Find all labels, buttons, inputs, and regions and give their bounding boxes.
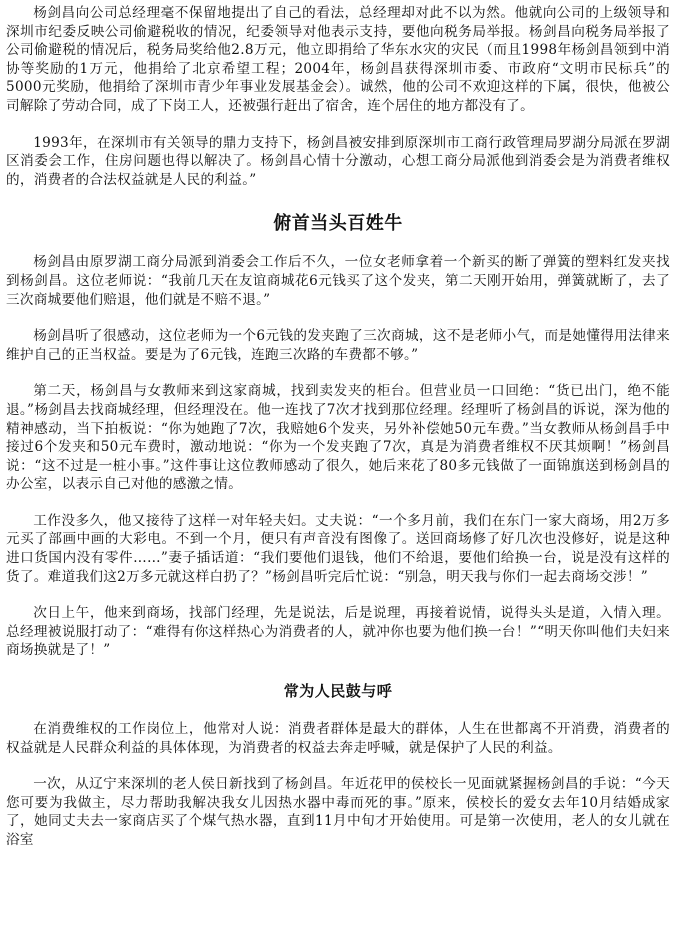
paragraph-gap — [6, 757, 670, 775]
section2-paragraph-1: 在消费维权的工作岗位上，他常对人说：消费者群体是最大的群体，人生在世都离不开消费，消费者的权益就是人民群众利益的具体体现，为消费者的权益去奔走呼喊，就是保护了人民的利益。 — [6, 721, 670, 756]
section2-paragraph-2: 一次，从辽宁来深圳的老人侯日新找到了杨剑昌。年近花甲的侯校长一见面就紧握杨剑昌的手说：“今天您可要为我做主，尽力帮助我解决我女儿因热水器中毒而死的事。”原来，侯校长的爱女去年10月结婚成家了，她同丈夫去一家商店买了个煤气热水器，直到11月中旬才开始使用。可是第一次使用，老人的女儿就在浴室 — [6, 776, 670, 848]
intro-paragraph-2: 1993年，在深圳市有关领导的鼎力支持下，杨剑昌被安排到原深圳市工商行政管理局罗湖分局派在罗湖区消委会工作，住房问题也得以解决了。杨剑昌心情十分激动，心想工商分局派他到消委会是为消费者维权的，消费者的合法权益就是人民的利益。” — [6, 134, 670, 188]
paragraph-gap — [6, 364, 670, 382]
section1-paragraph-4: 工作没多久，他又接待了这样一对年轻夫妇。丈夫说：“一个多月前，我们在东门一家大商场，用2万多元买了部画中画的大彩电。不到一个月，便只有声音没有图像了。送回商场修了好几次也没修好，说是这种进口货国内没有零件……”妻子插话道：“我们要他们退钱，他们不给退，要他们给换一台，说是没有这样的货了。难道我们这2万多元就这样白扔了？”杨剑昌听完后忙说：“别急，明天我与你们一起去商场交涉！” — [6, 512, 670, 585]
section1-paragraph-3: 第二天，杨剑昌与女教师来到这家商城，找到卖发夹的柜台。但营业员一口回绝：“货已出门，绝不能退。”杨剑昌去找商城经理，但经理没在。他一连找了7次才找到那位经理。经理听了杨剑昌的诉说，深为他的精神感动，当下拍板说：“你为她跑了7次，我赔她6个发夹，另外补偿她50元车费。”当女教师从杨剑昌手中接过6个发夹和50元车费时，激动地说：“你为一个发夹跑了7次，真是为消费者维权不厌其烦啊！”杨剑昌说：“这不过是一桩小事。”这件事让这位教师感动了很久，她后来花了80多元钱做了一面锦旗送到杨剑昌的办公室，以表示自己对他的感激之情。 — [6, 383, 670, 493]
section1-paragraph-5: 次日上午，他来到商场，找部门经理，先是说法，后是说理，再接着说情，说得头头是道，入情入理。总经理被说服打动了：“难得有你这样热心为消费者的人，就冲你也要为他们换一台！”“明天你叫他们夫妇来商场换就是了！” — [6, 605, 670, 659]
section1-paragraph-2: 杨剑昌听了很感动，这位老师为一个6元钱的发夹跑了三次商城，这不是老师小气，而是她懂得用法律来维护自己的正当权益。要是为了6元钱，连跑三次路的车费都不够。” — [6, 328, 670, 363]
paragraph-gap — [6, 309, 670, 327]
section-heading-2: 常为人民鼓与呼 — [283, 682, 393, 701]
paragraph-gap — [6, 586, 670, 604]
section1-paragraph-1: 杨剑昌由原罗湖工商分局派到消委会工作后不久，一位女老师拿着一个新买的断了弹簧的塑料红发夹找到杨剑昌。这位老师说：“我前几天在友谊商城花6元钱买了这个发夹，第二天刚开始用，弹簧就断了，去了三次商城要他们赔退，他们就是不赔不退。” — [6, 254, 670, 308]
intro-paragraph-1: 杨剑昌向公司总经理毫不保留地提出了自己的看法，总经理却对此不以为然。他就向公司的上级领导和深圳市纪委反映公司偷避税收的情况，纪委领导对他表示支持，要他向税务局举报。杨剑昌向税务局举报了公司偷避税的情况后，税务局奖给他2.8万元，他立即捐给了华东水灾的灾民（而且1998年杨剑昌领到中消协等奖励的1万元，他捐给了北京希望工程；2004年，杨剑昌获得深圳市委、市政府“文明市民标兵”的5000元奖励，他捐给了深圳市青少年事业发展基金会）。诚然，他的公司不欢迎这样的下属，很快，他被公司解除了劳动合同，成了下岗工人，还被强行赶出了宿舍，连个居住的地方都没有了。 — [6, 5, 670, 114]
section-heading-1: 俯首当头百姓牛 — [273, 213, 403, 235]
paragraph-gap — [6, 494, 670, 512]
paragraph-gap — [6, 116, 670, 134]
